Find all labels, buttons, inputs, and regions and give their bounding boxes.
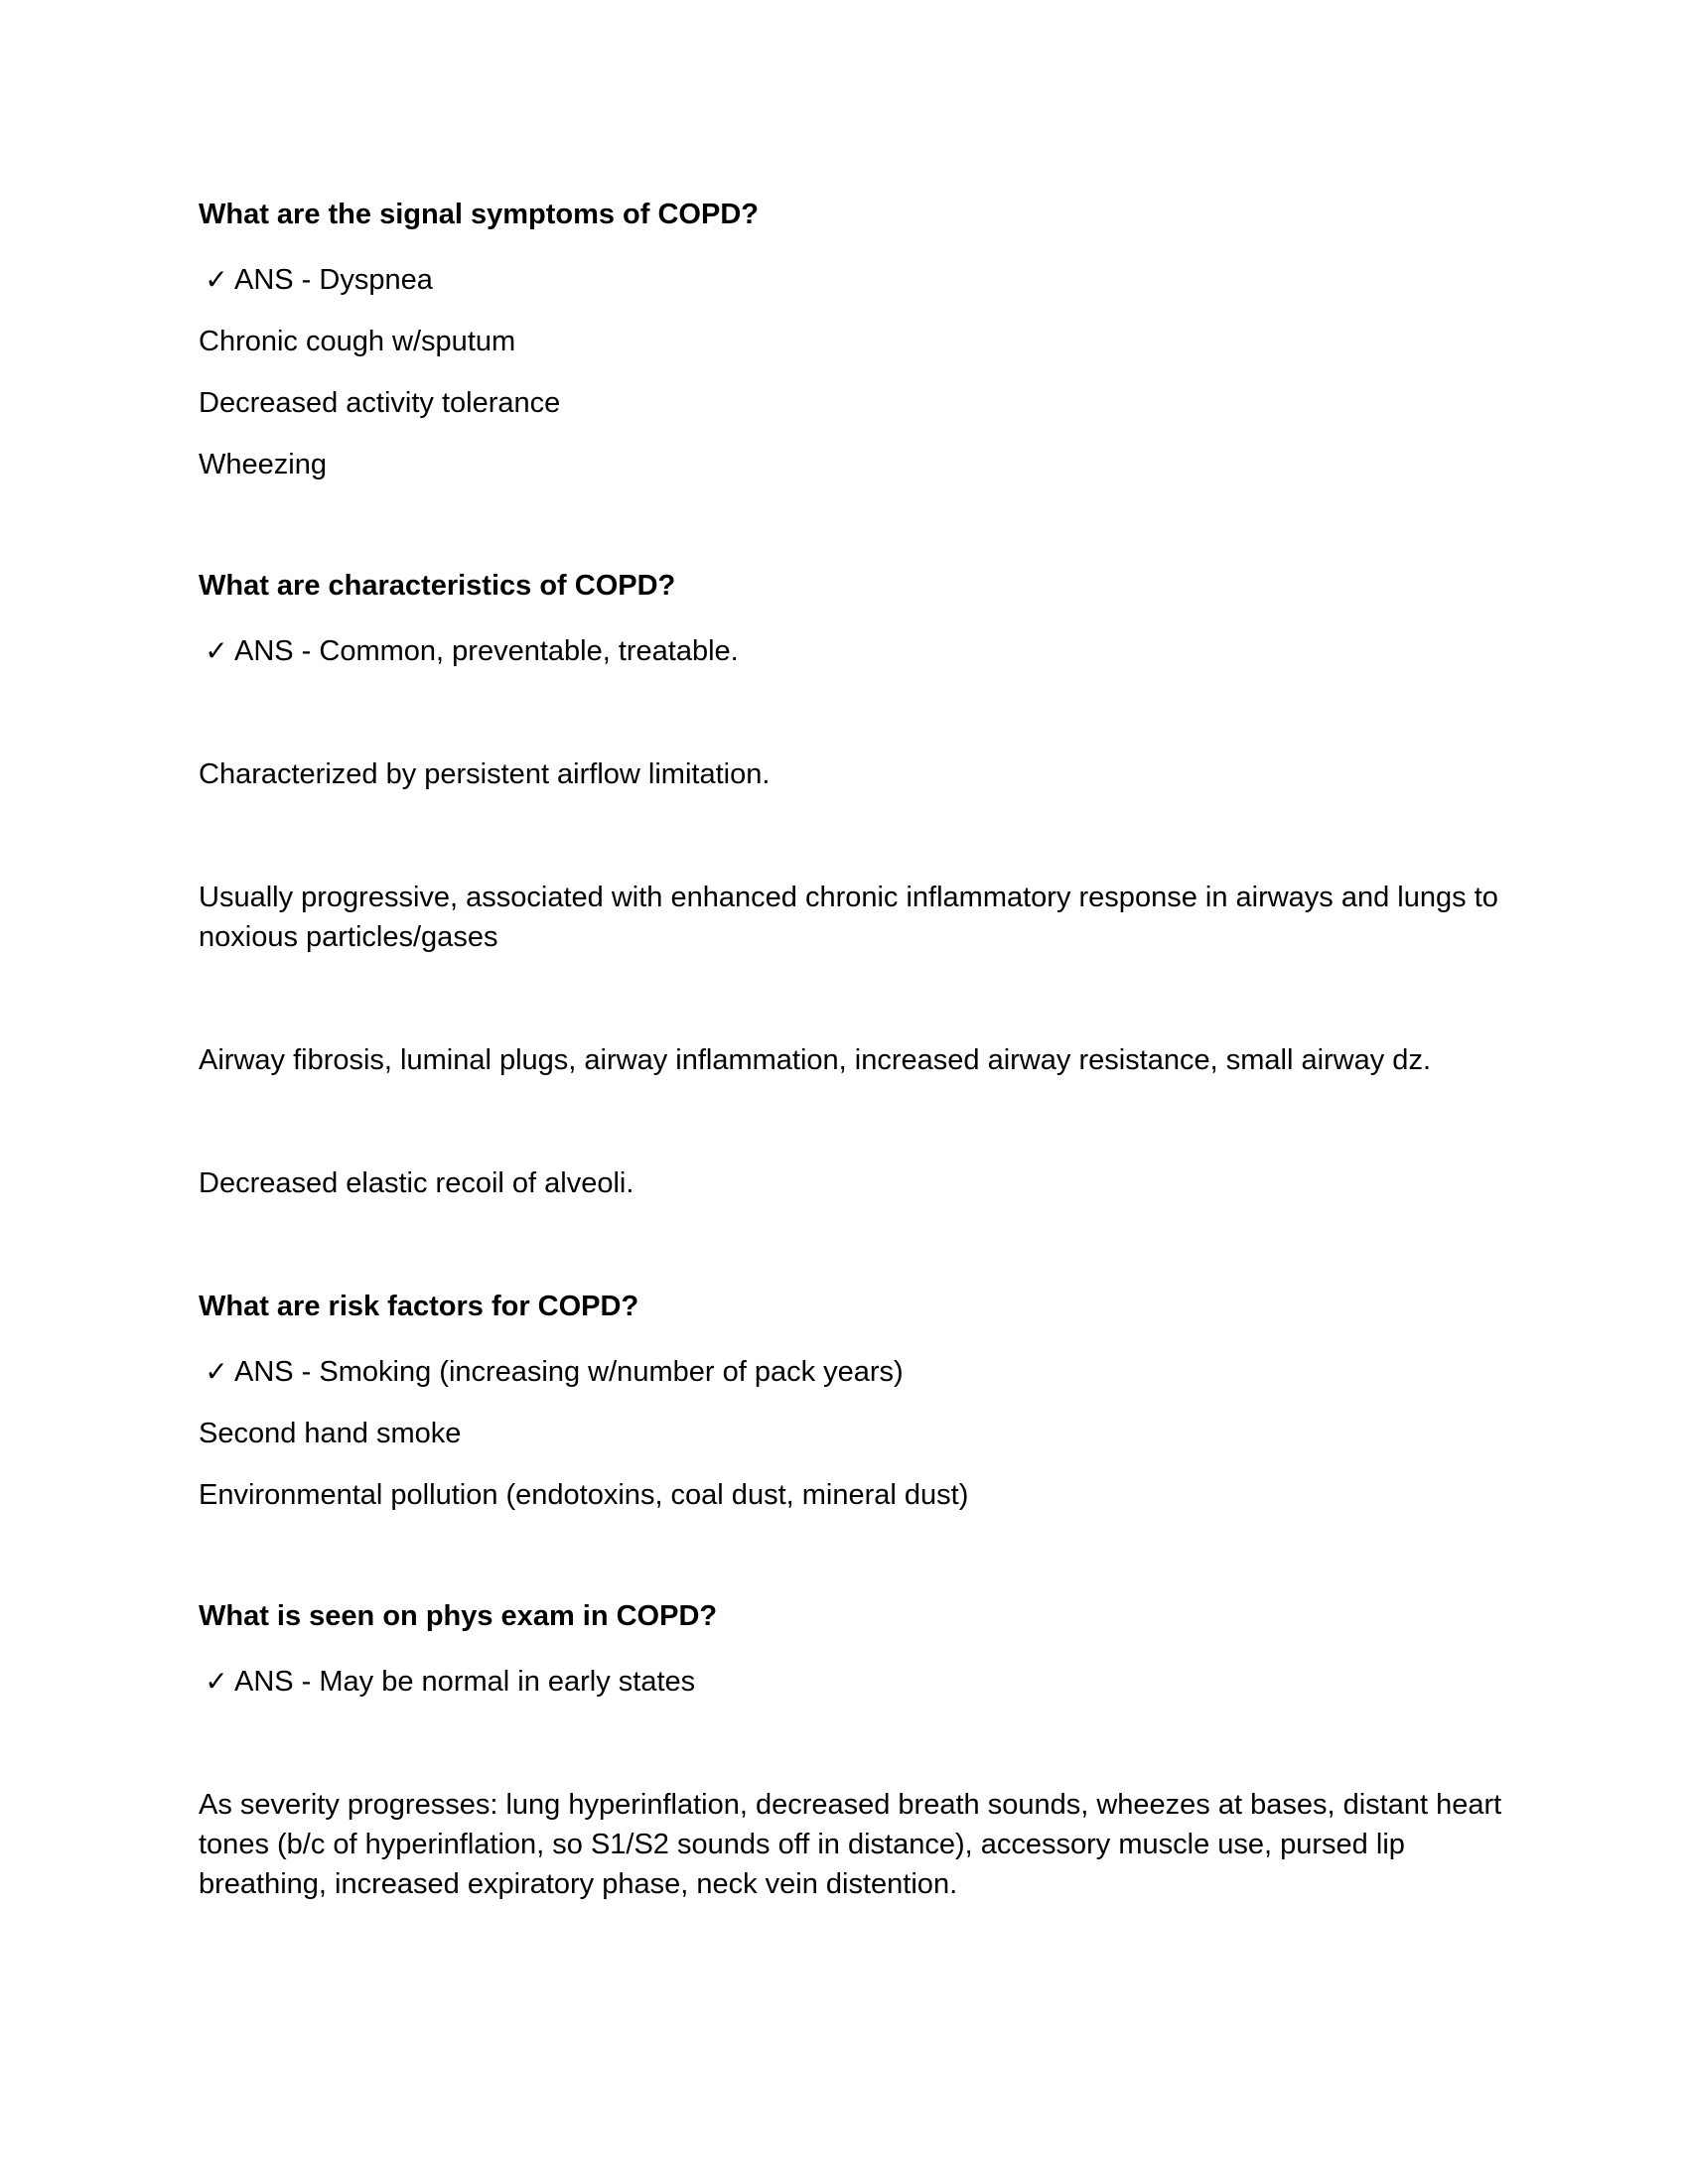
answer-detail: Second hand smoke [199, 1418, 462, 1449]
answer-line [199, 1352, 1509, 1392]
answer-text: ANS - Common, preventable, treatable. [234, 635, 739, 667]
answer-line [199, 1662, 1509, 1702]
question-heading: What are risk factors for COPD? [199, 1291, 639, 1322]
check-icon: ✓ [205, 263, 228, 296]
answer-text: ANS - Smoking (increasing w/number of pack years) [234, 1356, 904, 1388]
answer-detail: As severity progresses: lung hyperinflation, decreased breath sounds, wheezes at bases, distant heart tones (b/c of hyperinflation, so S1/S2 sounds off in distance), accessory muscle use, pursed lip breathing, increased expiratory phase, neck vein distention. [199, 1789, 1502, 1900]
answer-text: ANS - Dyspnea [234, 264, 433, 296]
question-heading: What are the signal symptoms of COPD? [199, 199, 759, 230]
answer-detail: Decreased elastic recoil of alveoli. [199, 1167, 634, 1199]
answer-detail: Characterized by persistent airflow limitation. [199, 758, 771, 790]
answer-line [199, 260, 1509, 300]
check-icon: ✓ [205, 634, 228, 667]
answer-detail: Airway fibrosis, luminal plugs, airway inflammation, increased airway resistance, small airway dz. [199, 1044, 1431, 1076]
answer-detail: Usually progressive, associated with enhanced chronic inflammatory response in airways and lungs to noxious particles/gases [199, 882, 1498, 953]
question-heading: What is seen on phys exam in COPD? [199, 1600, 718, 1632]
answer-detail: Environmental pollution (endotoxins, coal dust, mineral dust) [199, 1479, 969, 1511]
check-icon: ✓ [205, 1355, 228, 1388]
answer-detail: Chronic cough w/sputum [199, 326, 516, 357]
answer-text: ANS - May be normal in early states [234, 1666, 696, 1698]
check-icon: ✓ [205, 1665, 228, 1698]
answer-detail: Wheezing [199, 449, 327, 480]
answer-detail: Decreased activity tolerance [199, 387, 561, 419]
question-heading: What are characteristics of COPD? [199, 570, 676, 602]
answer-line [199, 631, 1509, 671]
